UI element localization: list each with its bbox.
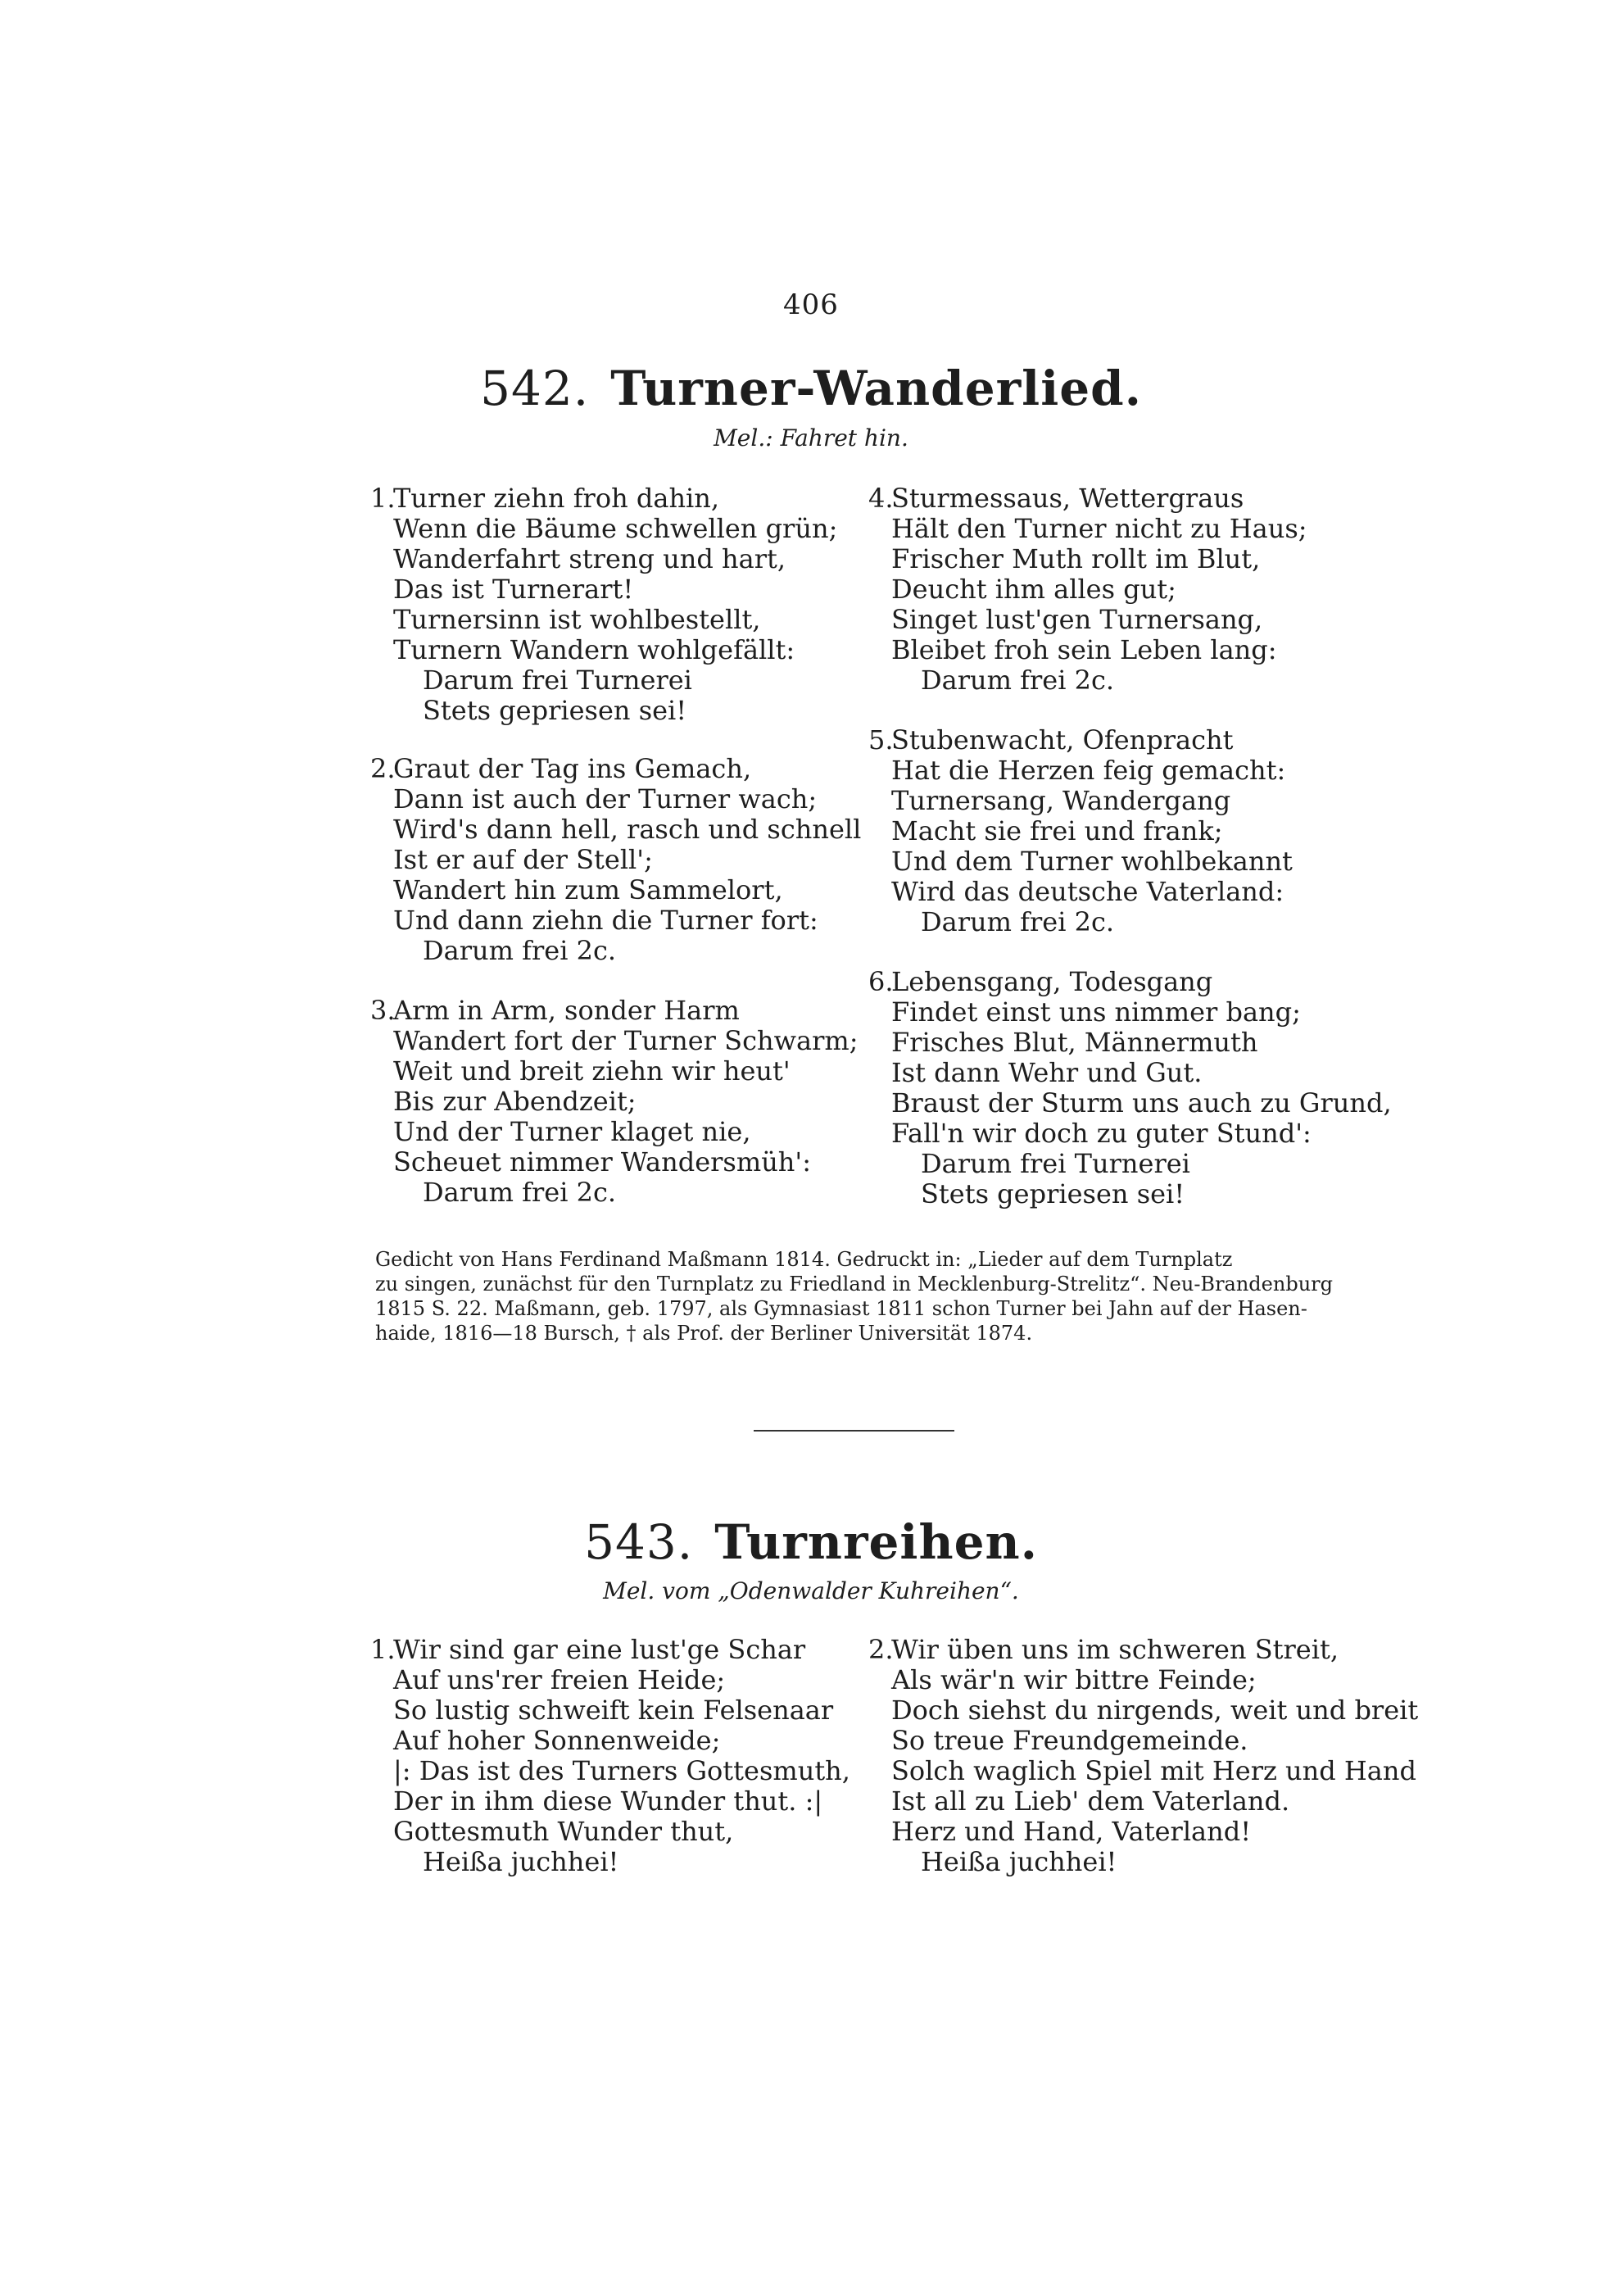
section-divider (754, 1430, 954, 1432)
stanza-line: Singet lust'gen Turnersang, (891, 604, 1263, 635)
stanza-line: Heißa juchhei! (921, 1846, 1117, 1877)
stanza-line: Und der Turner klaget nie, (393, 1116, 751, 1147)
stanza-line: Der in ihm diese Wunder thut. :| (393, 1786, 823, 1817)
stanza-line: Darum frei 2c. (921, 906, 1115, 937)
stanza-line: Wanderfahrt streng und hart, (393, 543, 786, 574)
song-title-text: Turnreihen. (714, 1514, 1038, 1570)
stanza-line: Darum frei 2c. (423, 935, 617, 966)
stanza-line: Darum frei 2c. (423, 1177, 617, 1208)
stanza-line: Stets gepriesen sei! (921, 1178, 1185, 1209)
stanza-line: Herz und Hand, Vaterland! (891, 1816, 1252, 1847)
stanza-line: Hält den Turner nicht zu Haus; (891, 513, 1307, 544)
footnote-line: zu singen, zunächst für den Turnplatz zu Friedland in Mecklenburg-Strelitz“. Neu-Brandenburg (375, 1273, 1333, 1295)
footnote-line: 1815 S. 22. Maßmann, geb. 1797, als Gymnasiast 1811 schon Turner bei Jahn auf der Hasen- (375, 1297, 1307, 1320)
stanza-line: Macht sie frei und frank; (891, 815, 1223, 846)
stanza-line: 1.Wir sind gar eine lust'ge Schar (370, 1634, 806, 1665)
stanza-line: Turnersinn ist wohlbestellt, (393, 604, 761, 635)
stanza-line: Wenn die Bäume schwellen grün; (393, 513, 838, 544)
stanza-line: Frisches Blut, Männermuth (891, 1027, 1258, 1058)
song-title-text: Turner-Wanderlied. (610, 361, 1142, 416)
stanza-5 (868, 725, 1491, 937)
page-number: 406 (783, 288, 839, 321)
stanza-line: So treue Freundgemeinde. (891, 1725, 1248, 1756)
stanza-line: Solch waglich Spiel mit Herz und Hand (891, 1755, 1416, 1786)
stanza-line: Doch siehst du nirgends, weit und breit (891, 1695, 1419, 1726)
stanza-line: Auf uns'rer freien Heide; (393, 1664, 726, 1695)
stanza-line: Bis zur Abendzeit; (393, 1086, 637, 1117)
song-number: 543. (584, 1514, 694, 1570)
stanza-line: Ist dann Wehr und Gut. (891, 1057, 1203, 1088)
stanza-line: 6.Lebensgang, Todesgang (868, 966, 1213, 997)
stanza-line: 2.Wir üben uns im schweren Streit, (868, 1634, 1339, 1665)
stanza-line: Frischer Muth rollt im Blut, (891, 543, 1261, 574)
stanza-line: Fall'n wir doch zu guter Stund': (891, 1118, 1312, 1149)
stanza-line: 2.Graut der Tag ins Gemach, (370, 753, 752, 784)
stanza-line: 1.Turner ziehn froh dahin, (370, 483, 720, 514)
stanza-line: Weit und breit ziehn wir heut' (393, 1055, 791, 1087)
song-number: 542. (480, 361, 590, 416)
stanza-line: Turnersang, Wandergang (891, 785, 1231, 816)
stanza-line: So lustig schweift kein Felsenaar (393, 1695, 834, 1726)
stanza-line: Dann ist auch der Turner wach; (393, 783, 818, 814)
stanza-line: 4.Sturmessaus, Wettergraus (868, 483, 1244, 514)
stanza-line: Das ist Turnerart! (393, 574, 634, 605)
stanza-4 (868, 483, 1491, 696)
stanza-line: Darum frei Turnerei (921, 1148, 1190, 1179)
stanza-line: Findet einst uns nimmer bang; (891, 996, 1301, 1028)
stanza-line: Braust der Sturm uns auch zu Grund, (891, 1087, 1392, 1119)
stanza-line: Ist er auf der Stell'; (393, 844, 653, 875)
footnote-line: haide, 1816—18 Bursch, † als Prof. der Berliner Universität 1874. (375, 1322, 1033, 1345)
stanza-line: Ist all zu Lieb' dem Vaterland. (891, 1786, 1290, 1817)
footnote (375, 1247, 1358, 1345)
stanza-line: 5.Stubenwacht, Ofenpracht (868, 724, 1234, 756)
melody-note: Mel. vom „Odenwalder Kuhreihen“. (603, 1577, 1019, 1604)
stanza-line: Darum frei Turnerei (423, 665, 692, 696)
stanza-line: Wird's dann hell, rasch und schnell (393, 814, 862, 845)
stanza-6 (868, 967, 1491, 1209)
stanza-line: Gottesmuth Wunder thut, (393, 1816, 734, 1847)
stanza-line: Deucht ihm alles gut; (891, 574, 1176, 605)
melody-note: Mel.: Fahret hin. (714, 424, 908, 451)
song-title-543 (0, 1514, 1622, 1570)
stanza-line: Wandert hin zum Sammelort, (393, 874, 783, 905)
stanza-line: Heißa juchhei! (423, 1846, 619, 1877)
stanza-2 (868, 1635, 1491, 1877)
stanza-line: Bleibet froh sein Leben lang: (891, 634, 1277, 665)
stanza-line: Als wär'n wir bittre Feinde; (891, 1664, 1257, 1695)
stanza-line: Und dem Turner wohlbekannt (891, 846, 1293, 877)
stanza-line: Scheuet nimmer Wandersmüh': (393, 1146, 811, 1177)
song-title-542 (0, 361, 1622, 416)
stanza-line: Wandert fort der Turner Schwarm; (393, 1025, 859, 1056)
stanza-line: Darum frei 2c. (921, 665, 1115, 696)
stanza-line: Turnern Wandern wohlgefällt: (393, 634, 795, 665)
stanza-line: Und dann ziehn die Turner fort: (393, 905, 818, 936)
stanza-line: Wird das deutsche Vaterland: (891, 876, 1284, 907)
stanza-line: |: Das ist des Turners Gottesmuth, (393, 1755, 850, 1786)
footnote-line: Gedicht von Hans Ferdinand Maßmann 1814. Gedruckt in: „Lieder auf dem Turnplatz (375, 1248, 1233, 1271)
stanza-line: Auf hoher Sonnenweide; (393, 1725, 721, 1756)
stanza-line: Stets gepriesen sei! (423, 695, 687, 726)
stanza-line: 3.Arm in Arm, sonder Harm (370, 995, 740, 1026)
stanza-line: Hat die Herzen feig gemacht: (891, 755, 1286, 786)
